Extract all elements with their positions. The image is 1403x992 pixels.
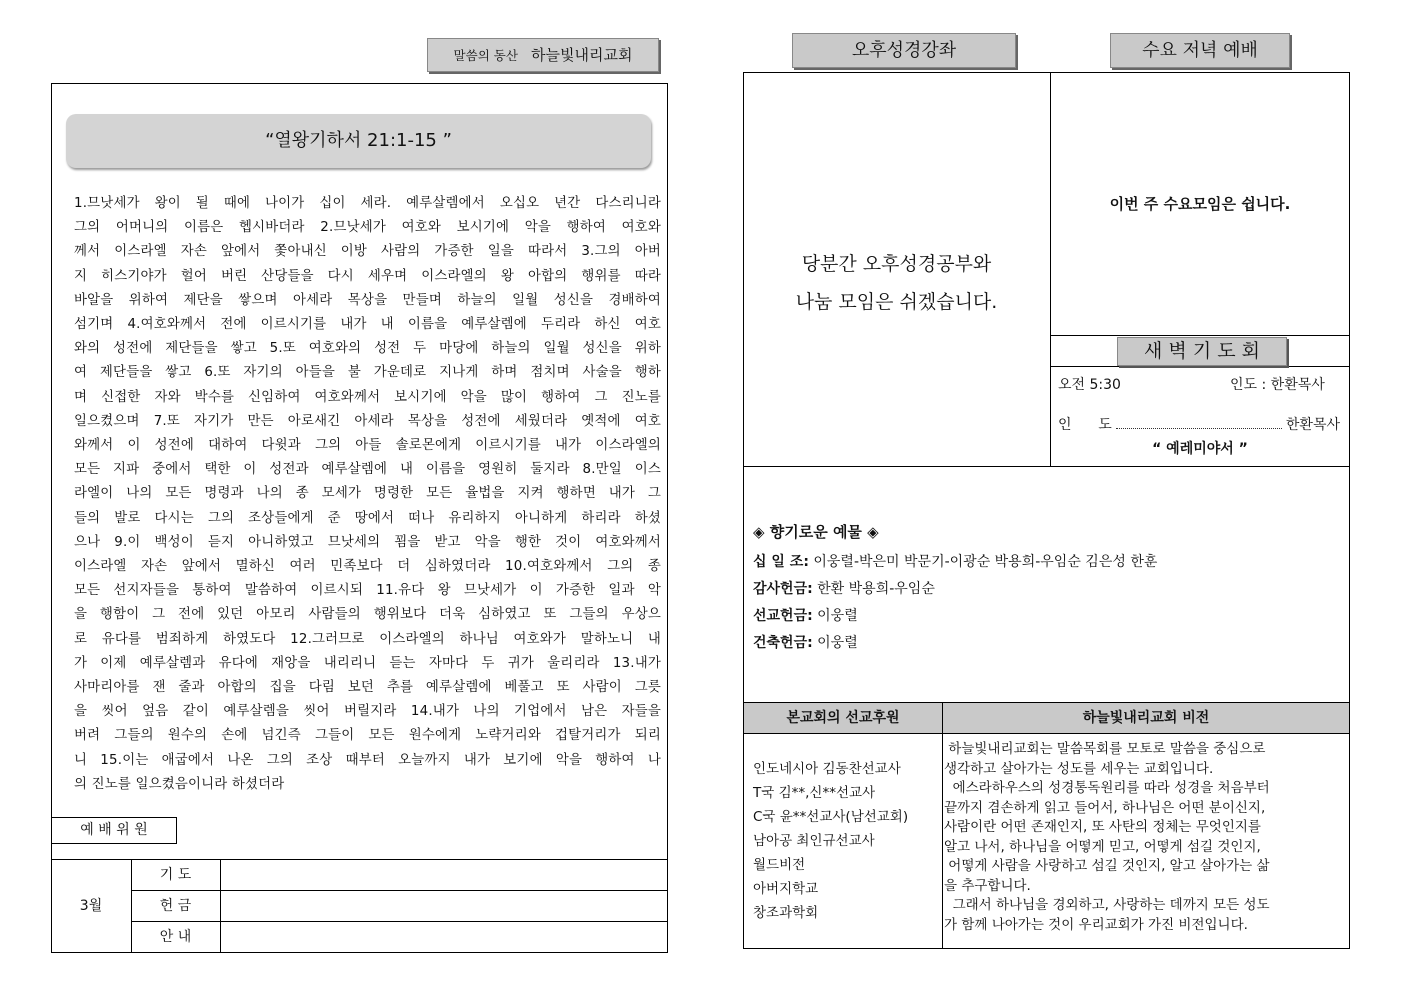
vision-line: 그래서 하나님을 경외하고, 사랑하는 데까지 모든 성도	[944, 897, 1270, 913]
vision-line: 에스라하우스의 성경통독원리를 따라 성경을 처음부터	[944, 780, 1270, 796]
dawn-leader-name: 한환목사	[1285, 417, 1340, 433]
missions-list	[753, 757, 908, 925]
scripture-line: 모든 지파 중에서 택한 이 성전과 예루살렘에 내 이름을 영원히 둘지라 8.만일 이스	[74, 462, 661, 478]
offering-names: 한환 박용희-우임순	[812, 581, 935, 597]
scripture-line: 께서 이스라엘 자손 앞에서 쫓아내신 이방 사람의 가증한 일을 따라서 3.그의 아버	[74, 244, 661, 260]
scripture-line: 로 유다를 범죄하게 하였도다 12.그러므로 이스라엘의 하나님 여호와가 말하노니 내	[74, 631, 661, 647]
scripture-line: 사마리아를 잰 줄과 아합의 집을 다림 보던 추를 예루살렘에 베풀고 또 사람이 그릇	[74, 680, 661, 696]
scripture-line: 와께서 이 성전에 대하여 다윗과 그의 아들 솔로몬에게 이르시기를 내가 이스라엘의	[74, 438, 661, 454]
dawn-book: “ 예레미야서 ”	[1152, 441, 1248, 457]
offering-names: 이웅렬	[812, 608, 858, 624]
duty-offering: 헌 금	[159, 898, 192, 914]
dawn-leader-inline: 인도 : 한환목사	[1230, 377, 1325, 393]
offering-label: 건축헌금:	[753, 635, 813, 651]
scripture-line: 와의 성전에 제단들을 쌓고 5.또 여호와의 성전 두 마당에 하늘의 일월 성신을 위하	[74, 341, 661, 357]
scripture-line: 1.므낫세가 왕이 될 때에 나이가 십이 세라. 예루살렘에서 오십오 년간 다스리니라	[74, 196, 661, 211]
scripture-line: 을 씻어 엎음 같이 예루살렘을 씻어 버릴지라 14.내가 나의 기업에서 남은 자들을	[74, 704, 661, 720]
scripture-line: 라엘이 나의 모든 명령과 나의 종 모세가 명령한 모든 율법을 지켜 행하면 내가 그	[74, 486, 661, 502]
vision-line: 생각하고 살아가는 성도를 세우는 교회입니다.	[944, 760, 1214, 777]
vision-line: 을 추구합니다.	[944, 877, 1031, 894]
mission-item: 아버지학교	[753, 881, 819, 897]
scripture-title-bar	[66, 114, 651, 168]
dotted-leader	[1116, 419, 1282, 429]
scripture-line: 모든 선지자들을 통하여 말씀하여 이르시되 11.유다 왕 므낫세가 이 가증한 일과 악	[74, 583, 661, 599]
vision-header: 하늘빛내리교회 비전	[943, 703, 1349, 733]
scripture-line: 의 진노를 일으켰음이니라 하셨더라	[74, 776, 285, 792]
scripture-line: 들의 발로 다시는 그의 조상들에게 준 땅에서 떠나 유리하지 아니하게 하리라 하셨	[74, 510, 661, 526]
afternoon-notice-line2: 나눔 모임은 쉬겠습니다.	[795, 291, 998, 313]
mission-item: 인도네시아 김동찬선교사	[753, 761, 901, 777]
scripture-line: 이스라엘 자손 앞에서 멸하신 여러 민족보다 더 심하였더라 10.여호와께서 그의 종	[74, 559, 661, 575]
mission-item: 창조과학회	[753, 905, 819, 921]
duty-usher: 안 내	[159, 929, 192, 945]
church-motto: 말씀의 동산	[453, 48, 518, 63]
vision-line: 끝까지 겸손하게 읽고 들어서, 하나님은 어떤 분이신지,	[944, 799, 1266, 816]
afternoon-notice-line1: 당분간 오후성경공부와	[801, 253, 992, 275]
offering-title: ◈ 향기로운 예물 ◈	[753, 523, 879, 541]
scripture-line: 그의 어머니의 이름은 헵시바더라 2.므낫세가 여호와 보시기에 악을 행하여 여호와	[74, 220, 661, 236]
vision-line: 가 함께 나아가는 것이 우리교회가 가진 비전입니다.	[944, 916, 1248, 933]
church-name: 하늘빛내리교회	[531, 46, 633, 64]
scripture-line: 일으켰으며 7.또 자기가 만든 아로새긴 아세라 목상을 성전에 세웠더라 옛적에 여호	[74, 413, 661, 429]
scripture-line: 여 제단들을 쌓고 6.또 자기의 아들을 불 가운데로 지나게 하며 점치며 사술을 행하	[74, 365, 661, 381]
vision-line: 알고 나서, 하나님을 어떻게 믿고, 어떻게 섬길 것인지,	[944, 838, 1261, 855]
scripture-line: 으나 9.이 백성이 듣지 아니하였고 므낫세의 꾐을 받고 악을 행한 것이 여호와께서	[74, 534, 661, 550]
offering-row	[753, 630, 1157, 657]
wednesday-service-banner: 수요 저녁 예배	[1110, 33, 1290, 68]
wednesday-notice: 이번 주 수요모임은 쉽니다.	[1109, 195, 1291, 213]
offering-row	[753, 603, 1157, 630]
vision-line: 사람이란 어떤 존재인지, 또 사탄의 정체는 무엇인지를	[944, 819, 1261, 835]
duty-prayer: 기 도	[159, 867, 192, 883]
offering-label: 감사헌금:	[753, 581, 813, 597]
offering-label: 십 일 조:	[753, 554, 809, 570]
offering-row	[753, 576, 1157, 603]
dawn-time: 오전 5:30	[1058, 377, 1121, 393]
scripture-line: 며 신접한 자와 박수를 신임하여 여호와께서 보시기에 악을 많이 행하여 그 진노를	[74, 389, 661, 405]
offering-row	[753, 549, 1157, 576]
offering-names: 이웅렬-박은미 박문기-이광순 박용희-우임순 김은성 한훈	[808, 554, 1158, 570]
mission-item: 남아공 최인규선교사	[753, 833, 875, 849]
offering-label: 선교헌금:	[753, 608, 813, 624]
dawn-leader-label: 인 도	[1058, 417, 1112, 433]
scripture-line: 섬기며 4.여호와께서 전에 이르시기를 내가 내 이름을 예루살렘에 두리라 하신 여호	[74, 317, 661, 333]
dawn-leader-row	[1058, 414, 1340, 434]
vision-line: 어떻게 사람을 사랑하고 섬길 것인지, 알고 살아가는 삶	[944, 858, 1270, 874]
worship-committee-label: 예 배 위 원	[51, 817, 177, 844]
offering-list	[753, 549, 1157, 657]
mission-item: T국 김**,신**선교사	[753, 785, 876, 801]
afternoon-notice	[743, 245, 1050, 321]
scripture-text	[74, 192, 661, 797]
afternoon-class-banner: 오후성경강좌	[792, 33, 1016, 68]
scripture-line: 을 행함이 그 전에 있던 아모리 사람들의 행위보다 더욱 심하였고 또 그들의 우상으	[74, 607, 661, 623]
church-name-banner	[427, 38, 659, 72]
dawn-prayer-banner: 새 벽 기 도 회	[1117, 337, 1287, 366]
scripture-line: 버려 그들의 원수의 손에 넘긴즉 그들이 모든 원수에게 노략거리와 겁탈거리가 되리	[74, 728, 661, 744]
committee-month: 3월	[79, 898, 103, 914]
scripture-line: 니 15.이는 애굽에서 나온 그의 조상 때부터 오늘까지 내가 보기에 악을 행하여 나	[74, 752, 661, 768]
scripture-line: 바알을 위하여 제단을 쌓으며 아세라 목상을 만들며 하늘의 일월 성신을 경배하여	[74, 292, 661, 308]
scripture-title: “열왕기하서 21:1-15 ”	[265, 130, 452, 151]
mission-item: 월드비전	[753, 857, 806, 873]
scripture-line: 가 이제 예루살렘과 유다에 재앙을 내리리니 듣는 자마다 두 귀가 울리리라 13.내가	[74, 655, 661, 671]
vision-text	[944, 740, 1346, 935]
mission-item: C국 윤**선교사(남선교회)	[753, 809, 909, 825]
missions-header: 본교회의 선교후원	[744, 703, 942, 733]
scripture-line: 지 히스기야가 헐어 버린 산당들을 다시 세우며 이스라엘의 왕 아합의 행위를 따라	[74, 268, 661, 284]
vision-line: 하늘빛내리교회는 말씀목회를 모토로 말씀을 중심으로	[944, 741, 1266, 757]
offering-names: 이웅렬	[812, 635, 858, 651]
